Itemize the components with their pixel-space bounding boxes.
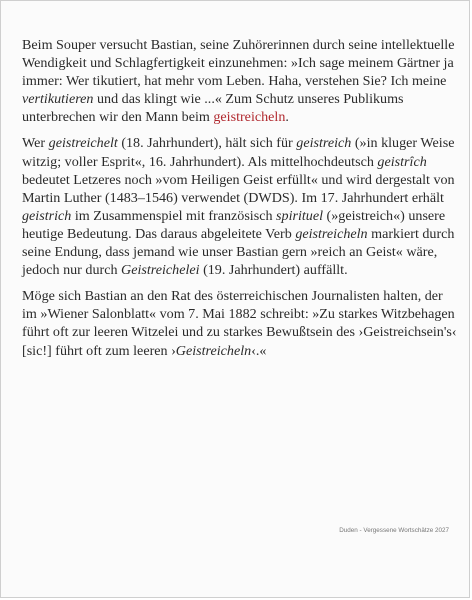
text-run: im Zusammenspiel mit französisch — [71, 207, 277, 224]
italic-term: Geistreichelei — [121, 262, 200, 279]
italic-term: geistreichelt — [48, 135, 118, 152]
text-run: (»in kluger Weise witzig; voller Esprit«, 16. Jahrhundert). Als mittelhochdeutsch — [22, 135, 455, 170]
article-body — [22, 36, 458, 368]
text-run: und das klingt wie ...« Zum Schutz unseres Publikums unterbrechen wir den Mann beim — [22, 91, 404, 126]
italic-term: geistreicheln — [295, 225, 368, 242]
paragraph-2 — [22, 134, 458, 279]
italic-term: geistrich — [22, 207, 72, 224]
italic-term: spirituel — [276, 207, 324, 224]
text-run: (»geistreich«) unsere heutige Bedeutung. Das daraus abgeleitete Verb — [22, 207, 446, 242]
highlighted-term: geistreicheln — [213, 109, 286, 126]
italic-term: Geistreicheln — [175, 342, 252, 359]
italic-term: geistreich — [296, 135, 352, 152]
text-run: . — [285, 109, 289, 126]
text-run: (19. Jahrhundert) auffällt. — [199, 262, 348, 279]
text-run: markiert durch seine Endung, dass jemand wie unser Bastian gern »reich an Geist« wäre, jedoch nur durch — [22, 225, 455, 279]
text-run: Beim Souper versucht Bastian, seine Zuhörerinnen durch seine intellektuelle Wendigkeit und Schlagfertigkeit einzunehmen: »Ich sage meinem Gärtner ja immer: Wer tikutiert, hat mehr vom Leben. Haha, verstehen Sie? Ich meine — [22, 37, 455, 90]
paragraph-3 — [22, 287, 458, 359]
text-run: Möge sich Bastian an den Rat des österreichischen Journalisten halten, der im »Wiener Salonblatt« vom 7. Mai 1882 schreibt: »Zu starkes Witzbehagen führt oft zur leeren Witzelei und zu starkes Bewußtsein des ›Geistreichsein's‹ [sic!] führt oft zum leeren › — [22, 288, 457, 359]
paragraph-1 — [22, 36, 458, 126]
text-run: Wer — [22, 135, 49, 152]
italic-term: geistrîch — [377, 153, 427, 170]
text-run: (18. Jahrhundert), hält sich für — [117, 135, 297, 152]
source-footer: Duden - Vergessene Wortschätze 2027 — [339, 527, 449, 534]
text-run: bedeutet Letzeres noch »vom Heiligen Geist erfüllt« und wird dergestalt von Martin Luther (1483–1546) verwendet (DWDS). Im 17. Jahrhundert erhält — [22, 171, 455, 206]
italic-term: vertikutieren — [22, 91, 94, 108]
text-run: ‹.« — [251, 342, 267, 359]
